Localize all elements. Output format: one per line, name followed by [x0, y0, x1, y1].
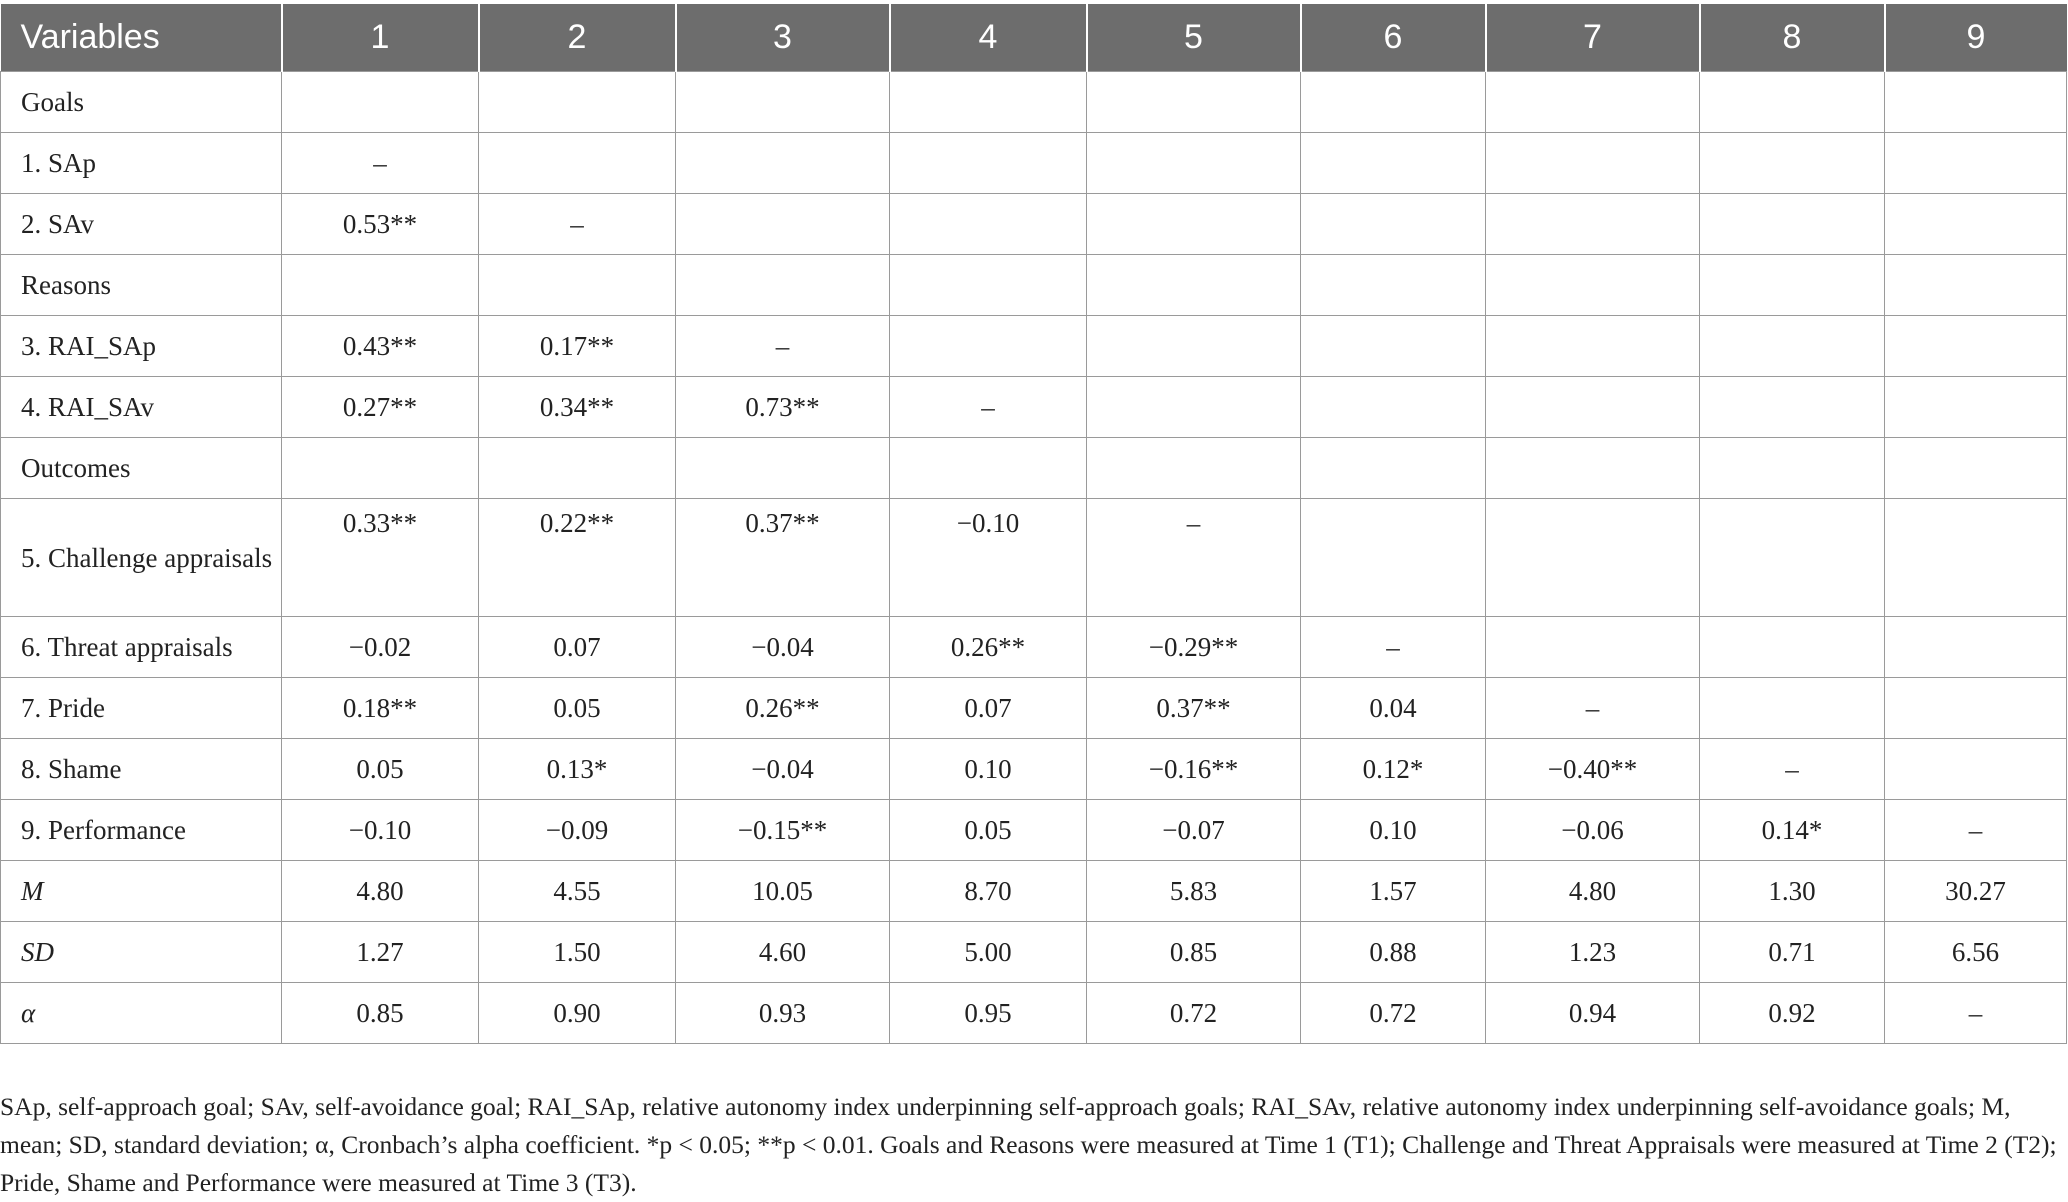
row-label: 2. SAv — [1, 194, 282, 255]
table-cell — [1700, 194, 1885, 255]
table-row — [1, 377, 2067, 438]
row-label: 4. RAI_SAv — [1, 377, 282, 438]
row-label: α — [1, 983, 282, 1044]
table-cell: 6.56 — [1885, 922, 2067, 983]
table-cell: 1.23 — [1486, 922, 1700, 983]
table-cell: 0.07 — [479, 617, 676, 678]
table-cell: – — [282, 133, 479, 194]
table-cell: 0.14* — [1700, 800, 1885, 861]
table-cell — [676, 72, 890, 133]
table-cell: 0.13* — [479, 739, 676, 800]
table-row — [1, 133, 2067, 194]
table-cell: – — [479, 194, 676, 255]
table-cell: – — [1301, 617, 1486, 678]
row-label: 5. Challenge appraisals — [1, 499, 282, 617]
table-cell: 5.83 — [1087, 861, 1301, 922]
table-cell — [282, 438, 479, 499]
table-cell: 0.85 — [282, 983, 479, 1044]
header-col-6: 6 — [1301, 4, 1486, 72]
table-row — [1, 861, 2067, 922]
table-cell — [1700, 438, 1885, 499]
table-cell: 1.27 — [282, 922, 479, 983]
table-cell — [1087, 316, 1301, 377]
header-col-2: 2 — [479, 4, 676, 72]
table-cell — [1885, 194, 2067, 255]
row-label: Outcomes — [1, 438, 282, 499]
header-col-8: 8 — [1700, 4, 1885, 72]
table-cell: 0.05 — [890, 800, 1087, 861]
header-variables: Variables — [1, 4, 282, 72]
table-cell — [1885, 438, 2067, 499]
table-cell — [1885, 72, 2067, 133]
header-col-4: 4 — [890, 4, 1087, 72]
table-cell — [1486, 377, 1700, 438]
table-cell: 0.71 — [1700, 922, 1885, 983]
table-cell: 0.93 — [676, 983, 890, 1044]
table-cell — [1885, 617, 2067, 678]
table-cell: 5.00 — [890, 922, 1087, 983]
header-col-7: 7 — [1486, 4, 1700, 72]
table-cell — [1885, 377, 2067, 438]
row-label: Goals — [1, 72, 282, 133]
table-cell — [1885, 739, 2067, 800]
row-label: 8. Shame — [1, 739, 282, 800]
header-col-3: 3 — [676, 4, 890, 72]
table-cell: −0.07 — [1087, 800, 1301, 861]
table-cell: 0.53** — [282, 194, 479, 255]
table-cell — [1301, 316, 1486, 377]
table-cell: 8.70 — [890, 861, 1087, 922]
table-cell: 0.92 — [1700, 983, 1885, 1044]
table-cell — [1301, 194, 1486, 255]
table-cell — [1301, 72, 1486, 133]
table-cell: −0.15** — [676, 800, 890, 861]
table-cell — [890, 438, 1087, 499]
table-cell: 0.05 — [479, 678, 676, 739]
table-row — [1, 438, 2067, 499]
table-cell: 0.10 — [1301, 800, 1486, 861]
table-cell: – — [676, 316, 890, 377]
header-col-1: 1 — [282, 4, 479, 72]
table-cell: 1.30 — [1700, 861, 1885, 922]
table-cell: 0.05 — [282, 739, 479, 800]
table-cell: 0.07 — [890, 678, 1087, 739]
table-cell: −0.10 — [282, 800, 479, 861]
table-row — [1, 499, 2067, 617]
table-cell — [890, 72, 1087, 133]
table-cell — [1087, 194, 1301, 255]
table-cell — [1087, 133, 1301, 194]
table-cell: 1.50 — [479, 922, 676, 983]
row-label: M — [1, 861, 282, 922]
table-cell — [479, 72, 676, 133]
header-col-9: 9 — [1885, 4, 2067, 72]
table-cell: 0.37** — [676, 499, 890, 617]
table-cell: – — [890, 377, 1087, 438]
table-cell — [1700, 377, 1885, 438]
table-cell — [1486, 499, 1700, 617]
table-cell: 4.80 — [1486, 861, 1700, 922]
table-cell — [1885, 316, 2067, 377]
table-cell — [1301, 255, 1486, 316]
row-label: SD — [1, 922, 282, 983]
table-cell — [1301, 438, 1486, 499]
row-label: 6. Threat appraisals — [1, 617, 282, 678]
table-cell — [1700, 133, 1885, 194]
table-cell — [1087, 255, 1301, 316]
table-row — [1, 194, 2067, 255]
table-cell — [1885, 133, 2067, 194]
table-cell — [890, 194, 1087, 255]
table-cell — [1486, 438, 1700, 499]
header-col-5: 5 — [1087, 4, 1301, 72]
table-row — [1, 983, 2067, 1044]
table-row — [1, 617, 2067, 678]
table-cell — [479, 133, 676, 194]
table-cell — [1486, 255, 1700, 316]
table-cell — [890, 255, 1087, 316]
table-cell — [1700, 255, 1885, 316]
table-cell: −0.04 — [676, 617, 890, 678]
table-footnote: SAp, self-approach goal; SAv, self-avoidance goal; RAI_SAp, relative autonomy index underpinning self-approach goals; RAI_SAv, relative autonomy index underpinning self-avoidance goals; M, mean; SD, standard deviation; α, Cronbach’s alpha coefficient. *p < 0.05; **p < 0.01. Goals and Reasons were measured at Time 1 (T1); Challenge and Threat Appraisals were measured at Time 2 (T2); Pride, Shame and Performance were measured at Time 3 (T3). — [0, 1092, 2057, 1197]
table-cell — [1087, 377, 1301, 438]
table-cell — [479, 438, 676, 499]
table-cell — [1301, 499, 1486, 617]
table-cell: 4.55 — [479, 861, 676, 922]
table-cell — [1087, 438, 1301, 499]
table-cell: – — [1885, 983, 2067, 1044]
table-header-row — [1, 4, 2067, 72]
table-cell — [479, 255, 676, 316]
table-cell: 0.73** — [676, 377, 890, 438]
table-cell — [1700, 678, 1885, 739]
table-cell: 0.33** — [282, 499, 479, 617]
table-cell: 0.04 — [1301, 678, 1486, 739]
table-cell — [1700, 316, 1885, 377]
table-cell: 0.26** — [676, 678, 890, 739]
table-cell — [1885, 678, 2067, 739]
row-label: 9. Performance — [1, 800, 282, 861]
table-cell — [676, 255, 890, 316]
table-cell — [1885, 255, 2067, 316]
table-cell — [1486, 316, 1700, 377]
table-cell: −0.29** — [1087, 617, 1301, 678]
table-cell: 10.05 — [676, 861, 890, 922]
row-label: 1. SAp — [1, 133, 282, 194]
table-cell: 0.72 — [1087, 983, 1301, 1044]
table-cell: −0.06 — [1486, 800, 1700, 861]
table-cell — [1087, 72, 1301, 133]
table-cell: −0.02 — [282, 617, 479, 678]
table-cell: 0.27** — [282, 377, 479, 438]
table-row — [1, 72, 2067, 133]
table-row — [1, 739, 2067, 800]
table-cell — [1885, 499, 2067, 617]
table-row — [1, 316, 2067, 377]
table-cell — [676, 133, 890, 194]
table-cell — [1700, 72, 1885, 133]
row-label: 7. Pride — [1, 678, 282, 739]
table-cell: 0.90 — [479, 983, 676, 1044]
table-cell: −0.04 — [676, 739, 890, 800]
table-row — [1, 255, 2067, 316]
table-cell: 1.57 — [1301, 861, 1486, 922]
table-cell: −0.40** — [1486, 739, 1700, 800]
table-cell — [1486, 617, 1700, 678]
table-cell — [282, 255, 479, 316]
table-cell: – — [1885, 800, 2067, 861]
table-cell — [676, 438, 890, 499]
table-cell: 0.85 — [1087, 922, 1301, 983]
table-cell: 0.37** — [1087, 678, 1301, 739]
table-cell — [1700, 617, 1885, 678]
table-cell — [1301, 133, 1486, 194]
table-cell: −0.16** — [1087, 739, 1301, 800]
table-row — [1, 800, 2067, 861]
table-cell: 0.88 — [1301, 922, 1486, 983]
table-row — [1, 922, 2067, 983]
table-cell — [1486, 194, 1700, 255]
table-cell: −0.09 — [479, 800, 676, 861]
table-cell: 0.94 — [1486, 983, 1700, 1044]
table-cell — [1301, 377, 1486, 438]
correlation-table — [0, 4, 2067, 1044]
table-cell: 4.60 — [676, 922, 890, 983]
table-cell: 0.26** — [890, 617, 1087, 678]
table-cell: 0.43** — [282, 316, 479, 377]
table-cell — [676, 194, 890, 255]
table-cell: – — [1486, 678, 1700, 739]
table-cell: 0.18** — [282, 678, 479, 739]
table-cell — [890, 316, 1087, 377]
table-cell: – — [1087, 499, 1301, 617]
table-cell: 4.80 — [282, 861, 479, 922]
table-cell — [1700, 499, 1885, 617]
table-cell: 0.34** — [479, 377, 676, 438]
table-cell: 0.95 — [890, 983, 1087, 1044]
table-row — [1, 678, 2067, 739]
table-cell: – — [1700, 739, 1885, 800]
table-cell: 30.27 — [1885, 861, 2067, 922]
table-cell — [890, 133, 1087, 194]
table-cell — [282, 72, 479, 133]
table-cell: 0.12* — [1301, 739, 1486, 800]
table-cell: 0.17** — [479, 316, 676, 377]
table-cell — [1486, 72, 1700, 133]
row-label: 3. RAI_SAp — [1, 316, 282, 377]
table-body — [1, 72, 2067, 1044]
table-cell: 0.10 — [890, 739, 1087, 800]
table-cell: 0.22** — [479, 499, 676, 617]
table-cell: 0.72 — [1301, 983, 1486, 1044]
row-label: Reasons — [1, 255, 282, 316]
table-cell: −0.10 — [890, 499, 1087, 617]
table-cell — [1486, 133, 1700, 194]
